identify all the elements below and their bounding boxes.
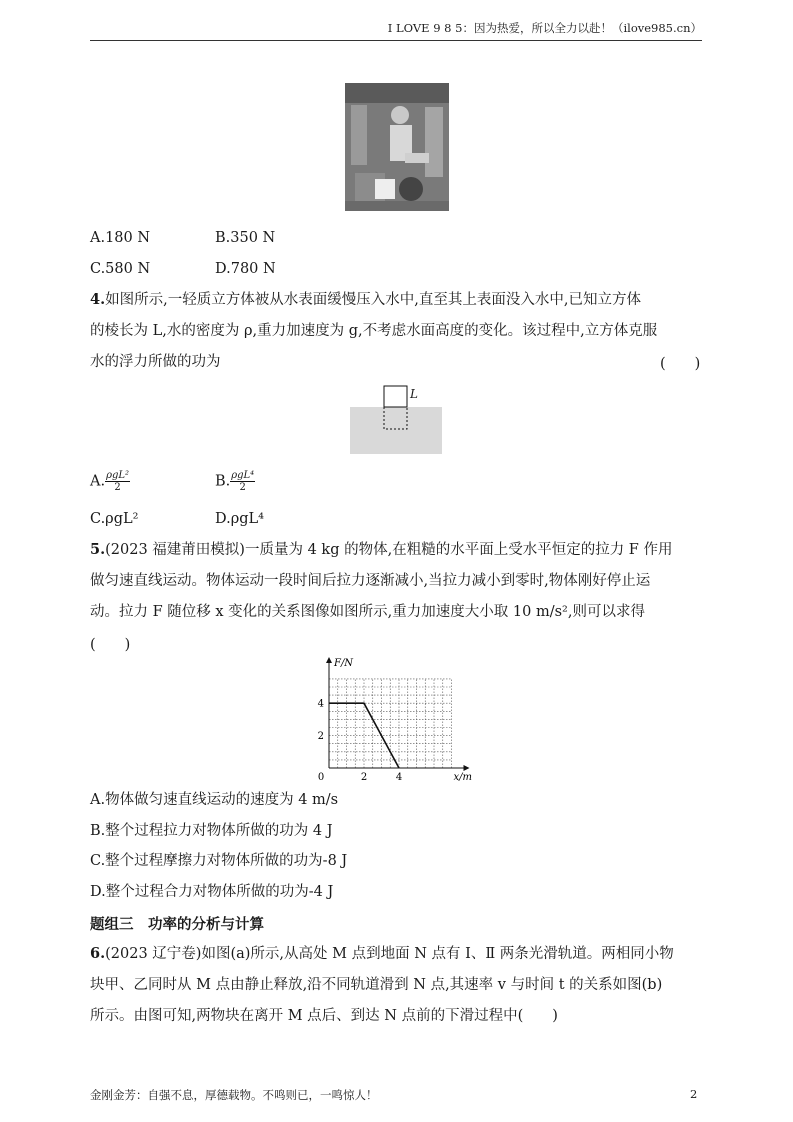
- header-divider: [90, 40, 702, 41]
- astronaut-photo: [345, 83, 449, 211]
- x-axis-arrow: [464, 765, 470, 771]
- force-displacement-chart: [305, 655, 490, 782]
- y-axis-label: F/N: [334, 658, 354, 669]
- q5-option-a: A.物体做匀速直线运动的速度为 4 m/s: [90, 792, 339, 808]
- q6-number: 6.: [90, 945, 106, 962]
- cube-edge-label: L: [410, 387, 418, 401]
- cube-above-water: [384, 386, 407, 407]
- q4-answer-paren: ( ): [660, 356, 701, 372]
- q5-option-d: D.整个过程合力对物体所做的功为-4 J: [90, 884, 334, 900]
- q4-option-b-fraction: $\frac{\text{ρgL⁴}}{2}$: [231, 470, 255, 493]
- page-number: 2: [690, 1087, 698, 1101]
- y-tick-label: 2: [317, 731, 324, 743]
- q5-number: 5.: [90, 541, 106, 558]
- q6-line-2: 块甲、乙同时从 M 点由静止释放,沿不同轨道滑到 N 点,其速率 v 与时间 t 的关系如图(b): [90, 977, 663, 993]
- q5-option-c: C.整个过程摩擦力对物体所做的功为-8 J: [90, 853, 348, 869]
- q4-option-a-fraction: $\frac{\text{ρgL²}}{2}$: [106, 470, 130, 493]
- x-tick-label: 0: [317, 772, 325, 782]
- group-3-title: 题组三 功率的分析与计算: [90, 917, 264, 933]
- q4-line-3: 水的浮力所做的功为: [90, 354, 221, 370]
- q4-line-2: 的棱长为 L,水的密度为 ρ,重力加速度为 g,不考虑水面高度的变化。该过程中,立方体克服: [90, 323, 658, 339]
- q4-option-d: D.ρgL⁴: [215, 511, 264, 527]
- x-axis-label: x/m: [453, 772, 472, 782]
- x-tick-label: 2: [360, 772, 368, 782]
- q6-line-3: 所示。由图可知,两物块在离开 M 点后、到达 N 点前的下滑过程中( ): [90, 1008, 558, 1024]
- y-tick-label: 4: [317, 698, 324, 710]
- q5-line-1: 5.(2023 福建莆田模拟)一质量为 4 kg 的物体,在粗糙的水平面上受水平恒定的拉力 F 作用: [90, 541, 673, 558]
- x-tick-label: 4: [395, 772, 403, 782]
- q4-option-a: A. $\frac{\text{ρgL²}}{2}$: [90, 470, 130, 493]
- q3-option-c: C.580 N: [90, 261, 151, 277]
- q3-option-a: A.180 N: [90, 230, 151, 246]
- q5-option-b: B.整个过程拉力对物体所做的功为 4 J: [90, 823, 333, 839]
- page-footer-motto: 金刚金芳：自强不息，厚德载物。不鸣则已，一鸣惊人！: [90, 1088, 378, 1102]
- q5-line-3: 动。拉力 F 随位移 x 变化的关系图像如图所示,重力加速度大小取 10 m/s²,则可以求得: [90, 604, 645, 620]
- q5-line-2: 做匀速直线运动。物体运动一段时间后拉力逐渐减小,当拉力减小到零时,物体刚好停止运: [90, 573, 651, 589]
- q4-option-c: C.ρgL²: [90, 511, 139, 527]
- q5-answer-paren: ( ): [90, 637, 131, 653]
- page-header: I LOVE 9 8 5：因为热爱，所以全力以赴！（ilove985.cn）: [387, 21, 702, 35]
- q6-line-1: 6.(2023 辽宁卷)如图(a)所示,从高处 M 点到地面 N 点有 Ⅰ、Ⅱ 两条光滑轨道。两相同小物: [90, 945, 674, 962]
- q4-number: 4.: [90, 291, 106, 308]
- q4-option-b: B. $\frac{\text{ρgL⁴}}{2}$: [215, 470, 255, 493]
- cube-water-figure: [350, 384, 442, 454]
- q4-line-1: 4.如图所示,一轻质立方体被从水表面缓慢压入水中,直至其上表面没入水中,已知立方体: [90, 291, 641, 308]
- water-region: [350, 407, 442, 454]
- y-axis-arrow: [326, 657, 332, 663]
- q3-option-b: B.350 N: [215, 230, 276, 246]
- q3-option-d: D.780 N: [215, 261, 276, 277]
